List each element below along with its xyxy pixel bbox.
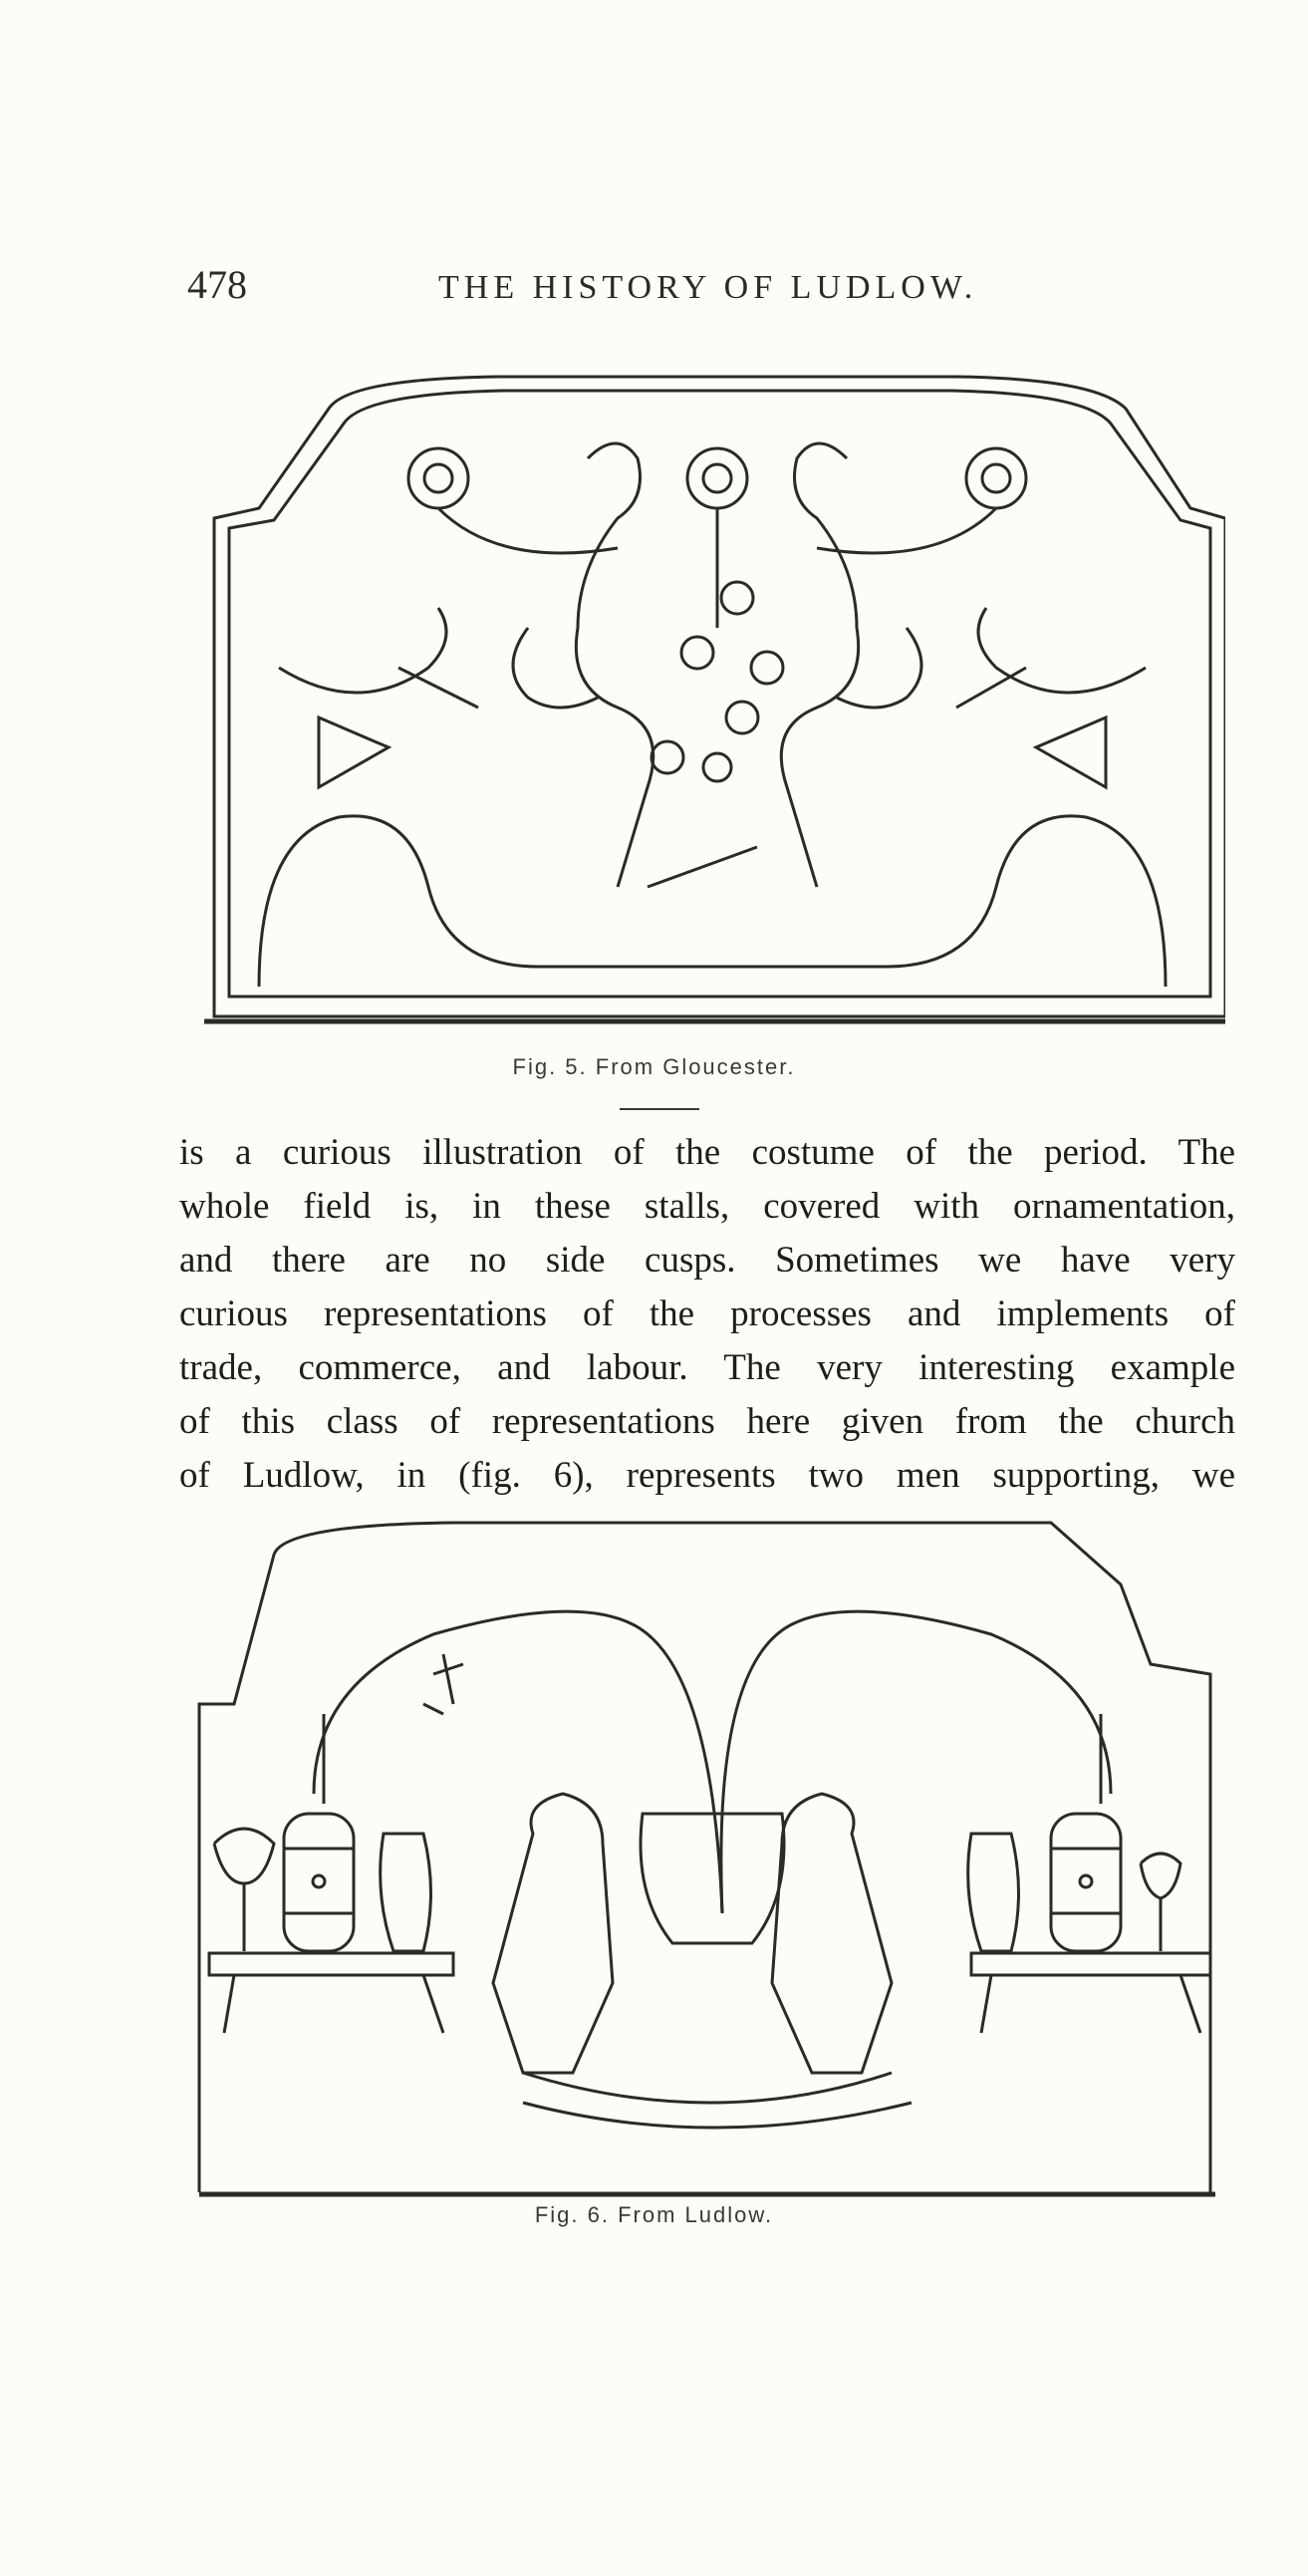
body-paragraph xyxy=(179,1126,1235,1503)
running-title: THE HISTORY OF LUDLOW. xyxy=(438,269,978,306)
figure-6-caption: Fig. 6. From Ludlow. xyxy=(534,2202,774,2227)
text-line: of Ludlow, in (fig. 6), represents two men supporting, we xyxy=(179,1455,1235,1496)
text-line: of this class of representations here given from the church xyxy=(179,1401,1235,1442)
text-line: whole field is, in these stalls, covered with ornamentation, xyxy=(179,1186,1235,1227)
figure-6-engraving xyxy=(194,1515,1220,2202)
running-head xyxy=(0,261,1308,311)
figure-6-illustration xyxy=(194,1515,1220,2202)
figure-5-caption: Fig. 5. From Gloucester. xyxy=(512,1054,796,1079)
figure-5-illustration xyxy=(199,369,1225,1036)
text-line: curious representations of the processes and implements of xyxy=(179,1293,1235,1334)
section-rule xyxy=(620,1108,699,1110)
text-line: trade, commerce, and labour. The very interesting example xyxy=(179,1347,1235,1388)
figure-5-engraving xyxy=(199,369,1225,1036)
text-line: is a curious illustration of the costume of the period. The xyxy=(179,1132,1235,1173)
page-number: 478 xyxy=(187,262,247,307)
text-line: and there are no side cusps. Sometimes we have very xyxy=(179,1240,1235,1281)
